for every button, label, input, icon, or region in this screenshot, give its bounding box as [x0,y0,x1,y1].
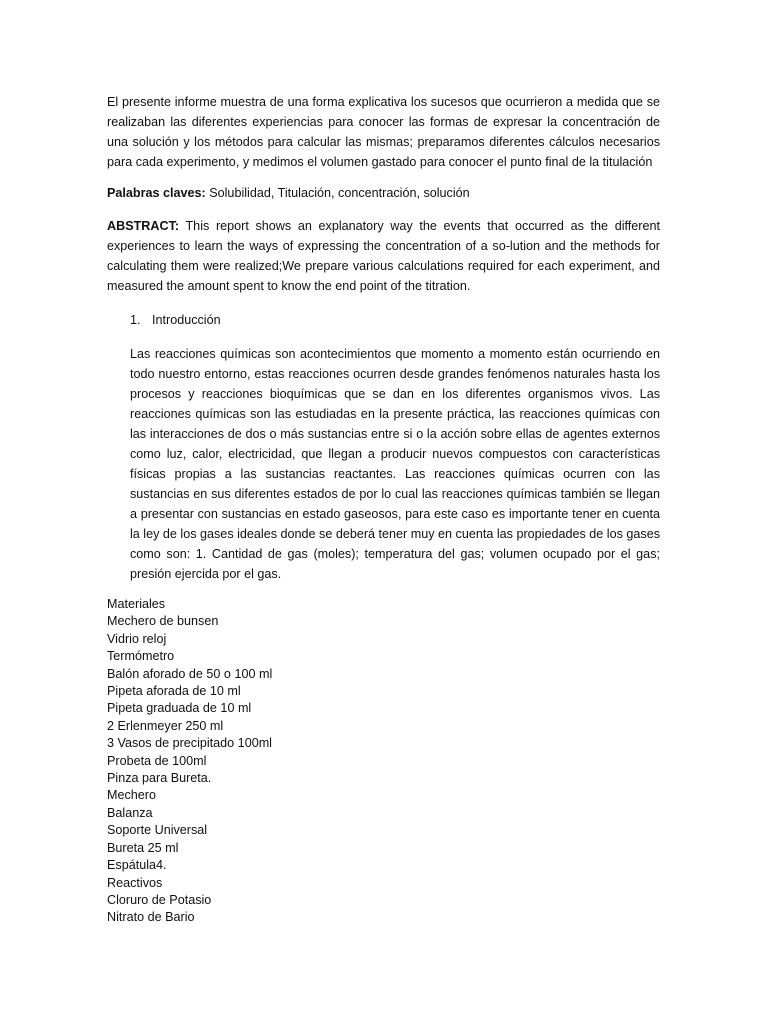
list-item: Pinza para Bureta. [107,771,212,786]
list-item: Mechero [107,788,156,803]
introduction-paragraph: Las reacciones químicas son acontecimientos que momento a momento están ocurriendo en todo nuestro entorno, estas reacciones ocurren desde grandes fenómenos naturales hasta los procesos y reacciones bioquímicas que se dan en los diferentes organismos vivos. Las reacciones químicas son las estudiadas en la presente práctica, las reacciones químicas con las interacciones de dos o más sustancias entre si o la acción sobre ellas de agentes externos como luz, calor, electricidad, que llegan a producir nuevos compuestos con características físicas propias a las sustancias reactantes. Las reacciones químicas ocurren con las sustancias en sus diferentes estados de por lo cual las reacciones químicas también se llegan a presentar con sustancias en estado gaseosos, para este caso es importante tener en cuenta la ley de los gases ideales donde se deberá tener muy en cuenta las propiedades de los gases como son: 1. Cantidad de gas (moles); temperatura del gas; volumen ocupado por el gas; presión ejercida por el gas. [130,347,660,581]
list-item: Nitrato de Bario [107,910,195,925]
list-item: Pipeta graduada de 10 ml [107,701,252,716]
list-item: Vidrio reloj [107,631,167,646]
list-item: Termómetro [107,649,175,664]
materials-list [107,596,272,927]
list-item: Soporte Universal [107,823,208,838]
abstract-label: ABSTRACT: [107,219,180,233]
summary-paragraph: El presente informe muestra de una forma explicativa los sucesos que ocurrieron a medida que se realizaban las diferentes experiencias para conocer las formas de expresar la concentración de una solución y los métodos para calcular las mismas; preparamos diferentes cálculos necesarios para cada experimento, y medimos el volumen gastado para conocer el punto final de la titulación [107,95,660,169]
list-item: 3 Vasos de precipitado 100ml [107,736,272,751]
list-item: Cloruro de Potasio [107,892,212,907]
list-item: Mechero de bunsen [107,614,219,629]
list-item: Espátula4. [107,858,167,873]
abstract-paragraph [107,216,660,296]
section-title: Introducción [152,313,221,327]
keywords-line [107,183,660,203]
materials-heading: Materiales [107,597,166,611]
abstract-text: This report shows an explanatory way the events that occurred as the different experiences to learn the ways of expressing the concentration of a so-lution and the methods for calculating them were realized;We prepare various calculations required for each experiment, and measured the amount spent to know the end point of the titration. [107,219,660,293]
keywords-value: Solubilidad, Titulación, concentración, solución [205,186,470,200]
list-item: Reactivos [107,875,163,890]
list-item: Bureta 25 ml [107,840,179,855]
section-number: 1. [130,313,141,327]
list-item: Balón aforado de 50 o 100 ml [107,666,273,681]
section-heading [130,310,221,330]
list-item: Pipeta aforada de 10 ml [107,684,241,699]
keywords-label: Palabras claves: [107,186,206,200]
list-item: 2 Erlenmeyer 250 ml [107,718,224,733]
list-item: Balanza [107,805,153,820]
list-item: Probeta de 100ml [107,753,207,768]
